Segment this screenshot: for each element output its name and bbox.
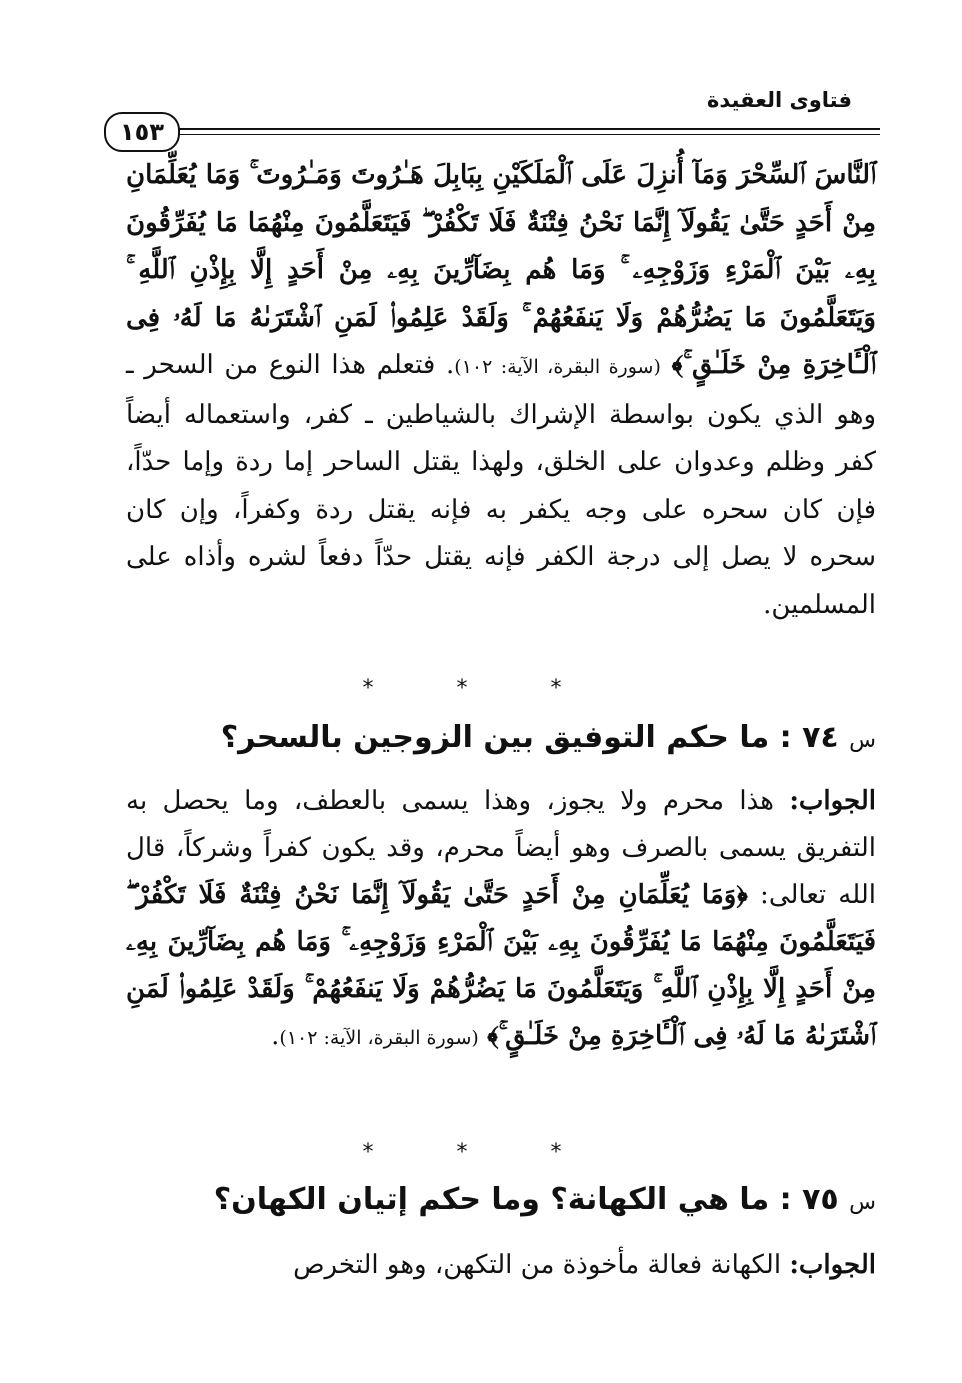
answer-74 [126,778,876,1062]
quran-verse: ٱلنَّاسَ ٱلسِّحْرَ وَمَآ أُنزِلَ عَلَى ٱلْمَلَكَيْنِ بِبَابِلَ هَـٰرُوتَ وَمَـٰرُوتَ ۚ وَمَا يُعَلِّمَانِ مِنْ أَحَدٍ حَتَّىٰ يَقُولَآ إِنَّمَا نَحْنُ فِتْنَةٌ فَلَا تَكْفُرْ ۖ فَيَتَعَلَّمُونَ مِنْهُمَا مَا يُفَرِّقُونَ بِهِۦ بَيْنَ ٱلْمَرْءِ وَزَوْجِهِۦ ۚ وَمَا هُم بِضَآرِّينَ بِهِۦ مِنْ أَحَدٍ إِلَّا بِإِذْنِ ٱللَّهِ ۚ وَيَتَعَلَّمُونَ مَا يَضُرُّهُمْ وَلَا يَنفَعُهُمْ ۚ وَلَقَدْ عَلِمُوا۟ لَمَنِ ٱشْتَرَىٰهُ مَا لَهُۥ فِى ٱلْـَٔاخِرَةِ مِنْ خَلَـٰقٍ ۚ﴾ [126,160,877,380]
paragraph-text: . فتعلم هذا النوع من السحر ـ وهو الذي يكون بواسطة الإشراك بالشياطين ـ كفر، واستعماله أيضاً كفر وظلم وعدوان على الخلق، ولهذا يقتل الساحر إما ردة وإما حدّاً، فإن كان سحره على وجه يكفر به فإنه يقتل ردة وكفراً، وإن كان سحره لا يصل إلى درجة الكفر فإنه يقتل حدّاً دفعاً لشره وأذاه على المسلمين. [126,350,877,620]
question-text: : ما هي الكهانة؟ وما حكم إتيان الكهان؟ [213,1182,792,1217]
section-separator: * * * [362,676,600,701]
answer-label: الجواب: [789,1250,876,1280]
question-number: ٧٥ [802,1182,839,1217]
answer-end: . [271,1021,280,1051]
question-74 [126,720,876,755]
page-number: ١٥٣ [104,112,180,152]
header-rule [170,128,880,130]
section-separator: * * * [362,1140,600,1165]
answer-text: الكهانة فعالة مأخوذة من التكهن، وهو التخرص [293,1250,790,1280]
answer-75 [126,1242,876,1289]
question-marker: س [849,728,876,753]
question-75 [126,1182,876,1217]
paragraph-block-1 [126,152,876,629]
quran-verse: ﴿وَمَا يُعَلِّمَانِ مِنْ أَحَدٍ حَتَّىٰ يَقُولَآ إِنَّمَا نَحْنُ فِتْنَةٌ فَلَا تَكْفُرْ ۖ فَيَتَعَلَّمُونَ مِنْهُمَا مَا يُفَرِّقُونَ بِهِۦ بَيْنَ ٱلْمَرْءِ وَزَوْجِهِۦ ۚ وَمَا هُم بِضَآرِّينَ بِهِۦ مِنْ أَحَدٍ إِلَّا بِإِذْنِ ٱللَّهِ ۚ وَيَتَعَلَّمُونَ مَا يَضُرُّهُمْ وَلَا يَنفَعُهُمْ ۚ وَلَقَدْ عَلِمُوا۟ لَمَنِ ٱشْتَرَىٰهُ مَا لَهُۥ فِى ٱلْـَٔاخِرَةِ مِنْ خَلَـٰقٍ ۚ﴾ [126,880,876,1051]
answer-text: هذا محرم ولا يجوز، وهذا يسمى بالعطف، وما يحصل به التفريق يسمى بالصرف وهو أيضاً محرم، وقد يكون كفراً وشركاً، قال الله تعالى: [126,786,877,910]
verse-citation: (سورة البقرة، الآية: ١٠٢) [454,356,661,378]
answer-label: الجواب: [789,786,876,816]
question-text: : ما حكم التوفيق بين الزوجين بالسحر؟ [220,720,792,755]
verse-citation: (سورة البقرة، الآية: ١٠٢) [279,1027,479,1049]
question-number: ٧٤ [802,720,839,755]
question-marker: س [849,1190,876,1215]
running-title: فتاوى العقيدة [707,88,852,112]
header-rule-thin [170,134,880,135]
